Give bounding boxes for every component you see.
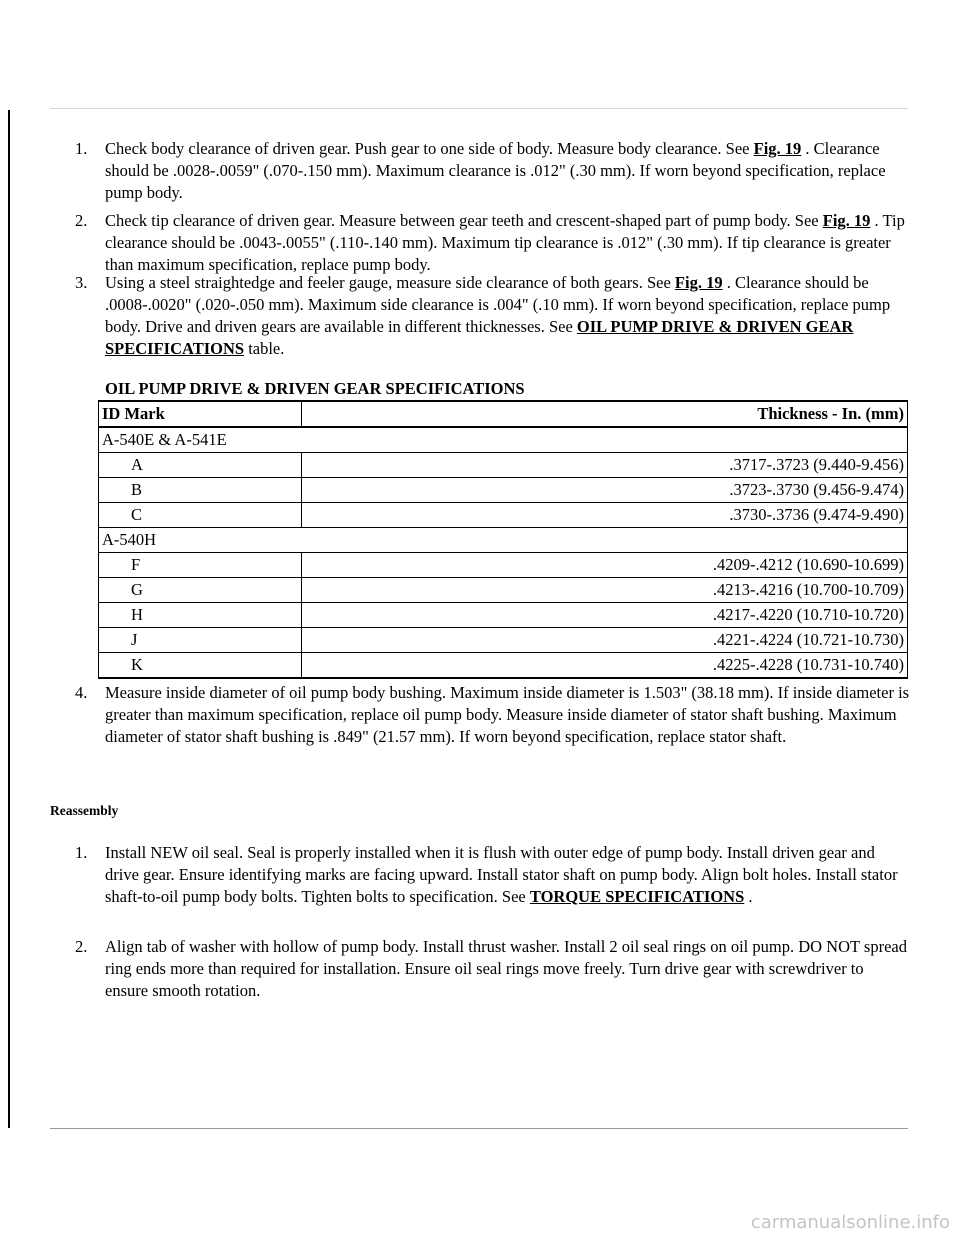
reassembly-step-2 (75, 936, 910, 1002)
torque-spec-link[interactable]: TORQUE SPECIFICATIONS (529, 887, 745, 906)
step-text: . Clearance should be .0028-.0059" (.070-.150 mm). Maximum clearance is .012" (.30 mm). If worn beyond specification, replace pump body. (105, 139, 886, 202)
step-number: 4. (75, 683, 88, 702)
id-mark-cell: K (99, 653, 302, 679)
step-4 (75, 682, 910, 748)
id-mark-cell: H (99, 603, 302, 628)
top-rule (50, 108, 908, 109)
step-text: table. (244, 339, 285, 358)
bottom-rule (50, 1128, 908, 1129)
thickness-cell: .4221-.4224 (10.721-10.730) (302, 628, 908, 653)
step-text: Check body clearance of driven gear. Push gear to one side of body. Measure body clearance. See (105, 139, 754, 158)
step-text: Measure inside diameter of oil pump body bushing. Maximum inside diameter is 1.503" (38.18 mm). If inside diameter is greater than maximum specification, replace oil pump body. Measure inside diameter of stator shaft bushing. Maximum diameter of stator shaft bushing is .849" (21.57 mm). If worn beyond specification, replace stator shaft. (105, 683, 910, 746)
table-group-row (99, 427, 908, 453)
table-row (99, 628, 908, 653)
thickness-cell: .3723-.3730 (9.456-9.474) (302, 478, 908, 503)
table-row (99, 478, 908, 503)
table-row (99, 653, 908, 679)
id-mark-cell: J (99, 628, 302, 653)
column-header-id-mark: ID Mark (99, 401, 302, 427)
step-2 (75, 210, 910, 276)
step-number: 2. (75, 937, 88, 956)
gear-spec-table (98, 400, 908, 679)
table-row (99, 453, 908, 478)
thickness-cell: .3730-.3736 (9.474-9.490) (302, 503, 908, 528)
step-1 (75, 138, 910, 204)
step-number: 3. (75, 273, 88, 292)
table-row (99, 553, 908, 578)
watermark: carmanualsonline.info (750, 1212, 950, 1233)
thickness-cell: .4225-.4228 (10.731-10.740) (302, 653, 908, 679)
fig-19-link[interactable]: Fig. 19 (822, 211, 871, 230)
group-label: A-540E & A-541E (99, 427, 908, 453)
step-text: Align tab of washer with hollow of pump body. Install thrust washer. Install 2 oil seal rings on oil pump. DO NOT spread ring ends more than required for installation. Ensure oil seal rings move freely. Turn drive gear with screwdriver to ensure smooth rotation. (105, 937, 907, 1000)
thickness-cell: .4217-.4220 (10.710-10.720) (302, 603, 908, 628)
table-row (99, 603, 908, 628)
group-label: A-540H (99, 528, 908, 553)
gear-spec-table-link[interactable]: OIL PUMP DRIVE & DRIVEN GEAR SPECIFICATIONS (105, 317, 854, 358)
thickness-cell: .4213-.4216 (10.700-10.709) (302, 578, 908, 603)
left-margin-line (8, 110, 10, 1128)
id-mark-cell: C (99, 503, 302, 528)
thickness-cell: .3717-.3723 (9.440-9.456) (302, 453, 908, 478)
table-title: OIL PUMP DRIVE & DRIVEN GEAR SPECIFICATIONS (105, 379, 525, 398)
fig-19-link[interactable]: Fig. 19 (674, 273, 723, 292)
step-text: . Clearance should be .0008-.0020" (.020-.050 mm). Maximum side clearance is .004" (.10 mm). If worn beyond specification, replace pump body. Drive and driven gears are available in different thicknesses. See (105, 273, 891, 336)
step-text: Install NEW oil seal. Seal is properly installed when it is flush with outer edge of pump body. Install driven gear and drive gear. Ensure identifying marks are facing upward. Install stator shaft on pump body. Align bolt holes. Install stator shaft-to-oil pump body bolts. Tighten bolts to specification. See (105, 843, 898, 906)
reassembly-heading: Reassembly (50, 803, 119, 818)
id-mark-cell: G (99, 578, 302, 603)
step-number: 1. (75, 843, 88, 862)
thickness-cell: .4209-.4212 (10.690-10.699) (302, 553, 908, 578)
step-text: . (744, 887, 753, 906)
step-text: . Tip clearance should be .0043-.0055" (.110-.140 mm). Maximum tip clearance is .012" (.30 mm). If tip clearance is greater than maximum specification, replace pump body. (105, 211, 905, 274)
step-text: Using a steel straightedge and feeler gauge, measure side clearance of both gears. See (105, 273, 675, 292)
table-header-row (99, 401, 908, 427)
column-header-thickness: Thickness - In. (mm) (302, 401, 908, 427)
reassembly-step-1 (75, 842, 910, 908)
step-3 (75, 272, 910, 360)
step-number: 2. (75, 211, 88, 230)
table-row (99, 503, 908, 528)
id-mark-cell: A (99, 453, 302, 478)
step-text: Check tip clearance of driven gear. Measure between gear teeth and crescent-shaped part of pump body. See (105, 211, 823, 230)
id-mark-cell: F (99, 553, 302, 578)
id-mark-cell: B (99, 478, 302, 503)
step-number: 1. (75, 139, 88, 158)
table-row (99, 578, 908, 603)
fig-19-link[interactable]: Fig. 19 (753, 139, 802, 158)
table-group-row (99, 528, 908, 553)
